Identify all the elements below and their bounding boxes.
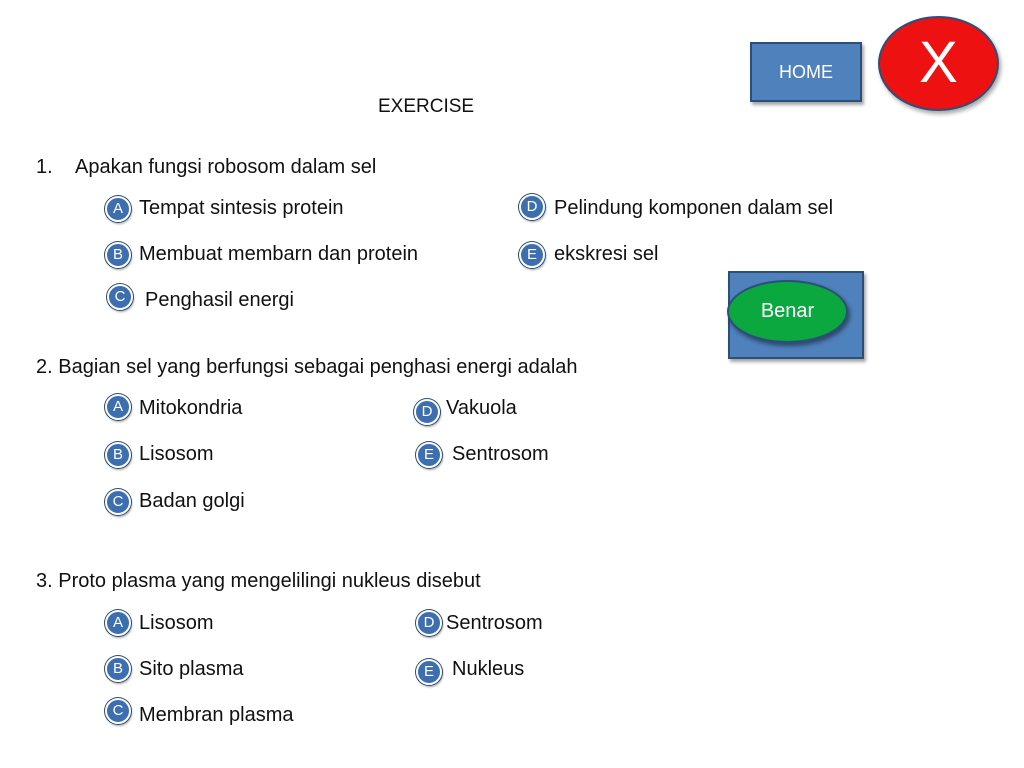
home-button[interactable]: HOME (750, 42, 862, 102)
q3-option-c-badge[interactable]: C (105, 698, 131, 724)
q3-option-b-badge[interactable]: B (105, 656, 131, 682)
question-2-prompt: 2. Bagian sel yang berfungsi sebagai penghasi energi adalah (36, 356, 578, 378)
q2-option-a-text[interactable]: Mitokondria (139, 397, 243, 419)
q3-option-b-text[interactable]: Sito plasma (139, 658, 244, 680)
q2-option-c-badge[interactable]: C (105, 489, 131, 515)
q3-option-a-badge[interactable]: A (105, 610, 131, 636)
q1-option-d-text[interactable]: Pelindung komponen dalam sel (554, 197, 834, 219)
q1-option-c-badge[interactable]: C (107, 284, 133, 310)
q2-option-c-text[interactable]: Badan golgi (139, 490, 245, 512)
question-3-prompt: 3. Proto plasma yang mengelilingi nukleus disebut (36, 570, 481, 592)
q1-option-a-badge[interactable]: A (105, 196, 131, 222)
q3-option-e-badge[interactable]: E (416, 659, 442, 685)
q3-option-d-badge[interactable]: D (416, 610, 442, 636)
q3-option-a-text[interactable]: Lisosom (139, 612, 214, 634)
question-1-prompt: Apakan fungsi robosom dalam sel (75, 156, 377, 178)
q2-option-a-badge[interactable]: A (105, 394, 131, 420)
q1-option-b-badge[interactable]: B (105, 242, 131, 268)
question-1-number: 1. (36, 156, 53, 178)
q3-option-e-text[interactable]: Nukleus (452, 658, 525, 680)
q3-option-c-text[interactable]: Membran plasma (139, 704, 294, 726)
benar-button[interactable]: Benar (727, 280, 848, 343)
q2-option-b-text[interactable]: Lisosom (139, 443, 214, 465)
q3-option-d-text[interactable]: Sentrosom (446, 612, 543, 634)
q2-option-b-badge[interactable]: B (105, 442, 131, 468)
q1-option-e-badge[interactable]: E (519, 242, 545, 268)
q1-option-b-text[interactable]: Membuat membarn dan protein (139, 243, 419, 265)
q1-option-d-badge[interactable]: D (519, 194, 545, 220)
q2-option-d-text[interactable]: Vakuola (446, 397, 517, 419)
q2-option-d-badge[interactable]: D (414, 399, 440, 425)
q1-option-c-text[interactable]: Penghasil energi (145, 289, 294, 311)
q2-option-e-text[interactable]: Sentrosom (452, 443, 549, 465)
q1-option-a-text[interactable]: Tempat sintesis protein (139, 197, 344, 219)
close-button[interactable]: X (878, 16, 999, 111)
q2-option-e-badge[interactable]: E (416, 442, 442, 468)
q1-option-e-text[interactable]: ekskresi sel (554, 243, 659, 265)
page-title: EXERCISE (378, 96, 475, 117)
